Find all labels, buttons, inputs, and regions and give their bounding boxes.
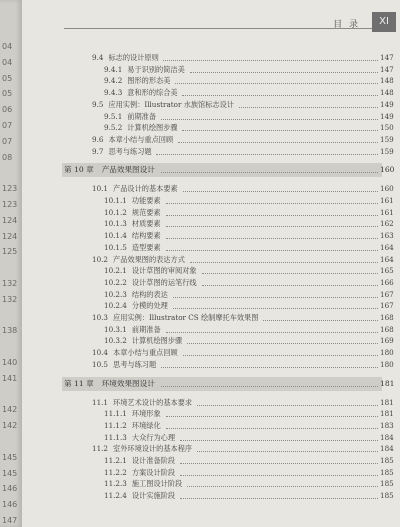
- margin-page-number: 06: [2, 105, 13, 115]
- toc-page-number: 166: [380, 277, 394, 287]
- toc-section-entry[interactable]: [92, 52, 398, 64]
- toc-entry-title: 应用实例：Illustrator 水族馆标志设计: [108, 99, 234, 109]
- toc-entry-title: 分模的处理: [131, 301, 168, 311]
- toc-page-number: 148: [380, 76, 394, 86]
- margin-page-number: 04: [2, 57, 13, 67]
- toc-subsection-entry[interactable]: [104, 87, 398, 99]
- margin-page-number: 142: [2, 421, 18, 431]
- chapter-number: 第 11 章: [64, 378, 94, 388]
- toc-entry-number: 9.6: [92, 134, 104, 144]
- toc-entry-number: 9.4.1: [104, 64, 123, 74]
- margin-page-number: 123: [2, 200, 18, 209]
- toc-page-number: 167: [380, 289, 394, 299]
- margin-page-number: 147: [2, 516, 18, 525]
- margin-page-number: 04: [2, 42, 13, 51]
- chapter-heading: [64, 377, 155, 391]
- toc-entry-title: 规范要素: [131, 207, 161, 217]
- toc-page-number: 161: [380, 196, 394, 205]
- toc-entry-title: 结构要素: [131, 231, 161, 241]
- toc-entry-number: 11.1.3: [104, 432, 127, 442]
- toc-section-entry[interactable]: [92, 443, 398, 455]
- toc-page-number: 164: [380, 254, 394, 264]
- toc-page-number: 147: [380, 53, 394, 62]
- margin-page-number: 07: [2, 136, 13, 146]
- toc-page-number: 180: [380, 359, 394, 369]
- toc-entry-title: 材质要素: [131, 219, 161, 229]
- margin-page-number: 140: [2, 358, 18, 367]
- toc-page-number: 160: [380, 184, 394, 194]
- toc-entry-title: 标志的设计原则: [108, 53, 159, 62]
- toc-entry-number: 11.2.1: [104, 456, 127, 465]
- toc-page-number: 159: [380, 134, 394, 144]
- margin-page-number: 132: [2, 294, 18, 304]
- toc-section-entry[interactable]: [92, 134, 398, 146]
- toc-entry-number: 9.5: [92, 99, 104, 109]
- toc-entry-number: 11.2.3: [104, 479, 127, 489]
- toc-section-entry[interactable]: [92, 347, 398, 359]
- toc-entry-title: 大众行为心理: [131, 432, 176, 442]
- toc-page-number: 181: [380, 397, 394, 407]
- toc-entry-title: 方案设计阶段: [131, 467, 176, 477]
- toc-subsection-entry[interactable]: [104, 420, 398, 432]
- toc-page-number: 185: [380, 467, 394, 477]
- margin-page-number: 125: [2, 247, 18, 257]
- toc-page: [22, 0, 400, 527]
- toc-entry-number: 10.1.2: [104, 207, 127, 217]
- leader-dots: [180, 463, 378, 464]
- toc-subsection-entry[interactable]: [104, 75, 398, 87]
- margin-page-number: 145: [2, 468, 18, 478]
- toc-entry-title: 本章小结与重点回顾: [113, 348, 178, 358]
- margin-page-number: 132: [2, 279, 18, 288]
- margin-page-number: 145: [2, 452, 18, 462]
- toc-subsection-entry[interactable]: [104, 218, 398, 230]
- leader-dots: [239, 107, 378, 108]
- toc-entry-title: 设计草图的运笔行线: [131, 277, 197, 287]
- leader-dots: [173, 308, 378, 309]
- toc-subsection-entry[interactable]: [104, 335, 398, 347]
- toc-entry-title: 前期准备: [127, 111, 157, 121]
- margin-page-number: 123: [2, 184, 18, 194]
- toc-page-number: 161: [380, 207, 394, 217]
- toc-entry-number: 10.3.2: [104, 336, 127, 346]
- toc-page-number: 180: [380, 348, 394, 358]
- leader-dots: [180, 440, 378, 441]
- leader-dots: [166, 416, 378, 417]
- toc-entry-number: 9.4.2: [104, 76, 123, 86]
- toc-entry-number: 10.2.3: [104, 289, 127, 299]
- margin-page-number: 05: [2, 73, 13, 83]
- toc-entry-number: 9.5.2: [104, 123, 123, 133]
- toc-entry-number: 11.1: [92, 397, 109, 407]
- toc-subsection-entry[interactable]: [104, 242, 398, 254]
- toc-entry-title: 本章小结与重点回顾: [108, 134, 174, 144]
- leader-dots: [183, 355, 378, 356]
- toc-section-entry[interactable]: [92, 254, 398, 266]
- leader-dots: [190, 72, 378, 73]
- toc-page-number: 185: [380, 491, 394, 501]
- chapter-number: 第 10 章: [64, 165, 94, 175]
- leader-dots: [166, 428, 378, 429]
- margin-page-number: 142: [2, 405, 18, 415]
- leader-dots: [202, 285, 378, 286]
- toc-entry-number: 10.1.5: [104, 242, 127, 252]
- toc-entry-number: 10.1: [92, 184, 109, 194]
- toc-subsection-entry[interactable]: [104, 289, 398, 301]
- toc-entry-title: 环境绿化: [131, 420, 161, 430]
- toc-subsection-entry[interactable]: [104, 408, 398, 420]
- chapter-page-number: 160: [380, 165, 395, 175]
- toc-entry-number: 10.2.1: [104, 266, 127, 276]
- toc-section-entry[interactable]: [92, 359, 398, 371]
- toc-page-number: 168: [380, 313, 394, 322]
- margin-page-number: 146: [2, 500, 18, 510]
- toc-entry-number: 9.5.1: [104, 111, 123, 121]
- toc-subsection-entry[interactable]: [104, 432, 398, 444]
- toc-entry-title: 功能要素: [131, 196, 161, 205]
- toc-entry-title: 产品效果图的表达方式: [113, 254, 185, 264]
- toc-entry-title: 环境形象: [131, 409, 161, 419]
- toc-page-number: 163: [380, 231, 394, 241]
- leader-dots: [180, 475, 378, 476]
- toc-subsection-entry[interactable]: [104, 230, 398, 242]
- toc-section-entry[interactable]: [92, 312, 398, 324]
- margin-page-number: 124: [2, 215, 18, 225]
- toc-entry-number: 10.5: [92, 359, 109, 369]
- toc-subsection-entry[interactable]: [104, 64, 398, 76]
- margin-page-number: 146: [2, 484, 18, 494]
- leader-dots: [166, 250, 378, 251]
- toc-page-number: 159: [380, 146, 394, 156]
- header-rule: [64, 28, 372, 29]
- leader-dots: [182, 95, 378, 96]
- toc-page-number: 149: [380, 99, 394, 109]
- toc-entry-title: 思考与练习题: [108, 146, 152, 156]
- chapter-title: 环境效果图设计: [101, 378, 155, 388]
- toc-subsection-entry[interactable]: [104, 195, 398, 207]
- toc-page-number: 181: [380, 409, 394, 419]
- toc-entry-number: 11.2: [92, 444, 109, 454]
- previous-page-margin: [0, 0, 22, 527]
- toc-subsection-entry[interactable]: [104, 207, 398, 219]
- header-label: 目 录: [333, 20, 360, 30]
- leader-dots: [183, 191, 378, 192]
- toc-entry-number: 10.4: [92, 348, 109, 358]
- toc-page-number: 165: [380, 266, 394, 276]
- toc-page-number: 168: [380, 324, 394, 334]
- toc-entry-title: 产品设计的基本要素: [113, 184, 178, 194]
- toc-page-number: 167: [380, 301, 394, 311]
- toc-entry-title: 室外环境设计的基本程序: [113, 444, 193, 454]
- toc-page-number: 184: [380, 444, 394, 454]
- leader-dots: [182, 130, 378, 131]
- toc-subsection-entry[interactable]: [104, 478, 398, 490]
- toc-subsection-entry[interactable]: [104, 265, 398, 277]
- toc-subsection-entry[interactable]: [104, 490, 398, 502]
- margin-page-number: 05: [2, 89, 13, 99]
- chapter-heading: [64, 163, 155, 177]
- toc-entry-number: 11.1.2: [104, 420, 127, 430]
- toc-entry-number: 10.1.4: [104, 231, 127, 241]
- toc-entry-title: 图形的形态美: [127, 76, 171, 86]
- toc-page-number: 183: [380, 420, 394, 430]
- toc-entry-number: 10.3.1: [104, 324, 127, 334]
- toc-entry-number: 10.3: [92, 313, 109, 322]
- toc-page-number: 184: [380, 432, 394, 442]
- leader-dots: [156, 154, 378, 155]
- toc-subsection-entry[interactable]: [104, 324, 398, 336]
- leader-dots: [197, 451, 378, 452]
- toc-entry-title: 设计实施阶段: [131, 491, 176, 501]
- toc-page-number: 162: [380, 219, 394, 229]
- leader-dots: [161, 367, 378, 368]
- toc-entry-number: 10.1.1: [104, 196, 127, 205]
- toc-page-number: 150: [380, 123, 394, 133]
- toc-entry-number: 9.4: [92, 53, 104, 62]
- leader-dots: [166, 238, 378, 239]
- toc-entry-title: 结构的表达: [131, 289, 168, 299]
- leader-dots: [161, 386, 378, 387]
- toc-page-number: 185: [380, 479, 394, 489]
- toc-page-number: 164: [380, 242, 394, 252]
- margin-page-number: 07: [2, 121, 13, 130]
- leader-dots: [166, 226, 378, 227]
- toc-entry-title: 思考与练习题: [113, 359, 157, 369]
- margin-page-number: 124: [2, 231, 18, 241]
- leader-dots: [190, 262, 378, 263]
- toc-section-entry[interactable]: [92, 397, 398, 409]
- leader-dots: [180, 498, 378, 499]
- toc-entry-title: 设计草图的审阅对象: [131, 266, 197, 276]
- toc-subsection-entry[interactable]: [104, 111, 398, 123]
- toc-subsection-entry[interactable]: [104, 300, 398, 312]
- leader-dots: [263, 320, 378, 321]
- leader-dots: [173, 297, 378, 298]
- leader-dots: [166, 215, 378, 216]
- toc-page-number: 185: [380, 456, 394, 465]
- toc-page-number: 169: [380, 336, 394, 346]
- toc-entry-title: 应用实例：Illustrator CS 绘制摩托车效果图: [113, 313, 259, 322]
- toc-subsection-entry[interactable]: [104, 122, 398, 134]
- leader-dots: [178, 142, 378, 143]
- leader-dots: [163, 60, 378, 61]
- toc-subsection-entry[interactable]: [104, 467, 398, 479]
- margin-page-number: 08: [2, 152, 13, 162]
- leader-dots: [197, 405, 378, 406]
- toc-entry-number: 9.7: [92, 146, 104, 156]
- page-number-tab: XI: [372, 12, 396, 32]
- toc-entry-title: 施工图设计阶段: [131, 479, 183, 489]
- toc-entry-title: 造型要素: [131, 242, 161, 252]
- toc-entry-title: 环境艺术设计的基本要求: [113, 397, 193, 407]
- toc-entry-number: 11.2.4: [104, 491, 127, 501]
- toc-section-entry[interactable]: [92, 146, 398, 158]
- toc-subsection-entry[interactable]: [104, 455, 398, 467]
- toc-entry-number: 9.4.3: [104, 88, 123, 98]
- leader-dots: [166, 332, 378, 333]
- leader-dots: [175, 83, 378, 84]
- leader-dots: [187, 486, 378, 487]
- toc-entry-title: 前期准备: [131, 324, 161, 334]
- toc-entry-title: 设计准备阶段: [131, 456, 176, 465]
- toc-subsection-entry[interactable]: [104, 277, 398, 289]
- toc-entry-title: 易于识别的简洁美: [127, 64, 185, 74]
- toc-entry-number: 11.1.1: [104, 409, 127, 419]
- leader-dots: [161, 119, 378, 120]
- toc-entry-number: 10.1.3: [104, 219, 127, 229]
- toc-entry-title: 意和形的综合美: [127, 88, 178, 98]
- chapter-page-number: 181: [380, 378, 395, 388]
- toc-entry-number: 10.2: [92, 254, 109, 264]
- margin-page-number: 141: [2, 373, 18, 383]
- leader-dots: [202, 273, 378, 274]
- leader-dots: [187, 343, 378, 344]
- toc-page-number: 147: [380, 64, 394, 74]
- toc-page-number: 149: [380, 111, 394, 121]
- toc-section-entry[interactable]: [92, 99, 398, 111]
- toc-page-number: 148: [380, 88, 394, 98]
- leader-dots: [161, 172, 378, 173]
- leader-dots: [166, 203, 378, 204]
- toc-entry-title: 计算机绘图步骤: [131, 336, 183, 346]
- toc-entry-number: 11.2.2: [104, 467, 127, 477]
- toc-entry-number: 10.2.2: [104, 277, 127, 287]
- chapter-title: 产品效果图设计: [101, 165, 155, 175]
- toc-entry-number: 10.2.4: [104, 301, 127, 311]
- margin-page-number: 138: [2, 326, 18, 336]
- toc-section-entry[interactable]: [92, 183, 398, 195]
- toc-entry-title: 计算机绘图步骤: [127, 123, 178, 133]
